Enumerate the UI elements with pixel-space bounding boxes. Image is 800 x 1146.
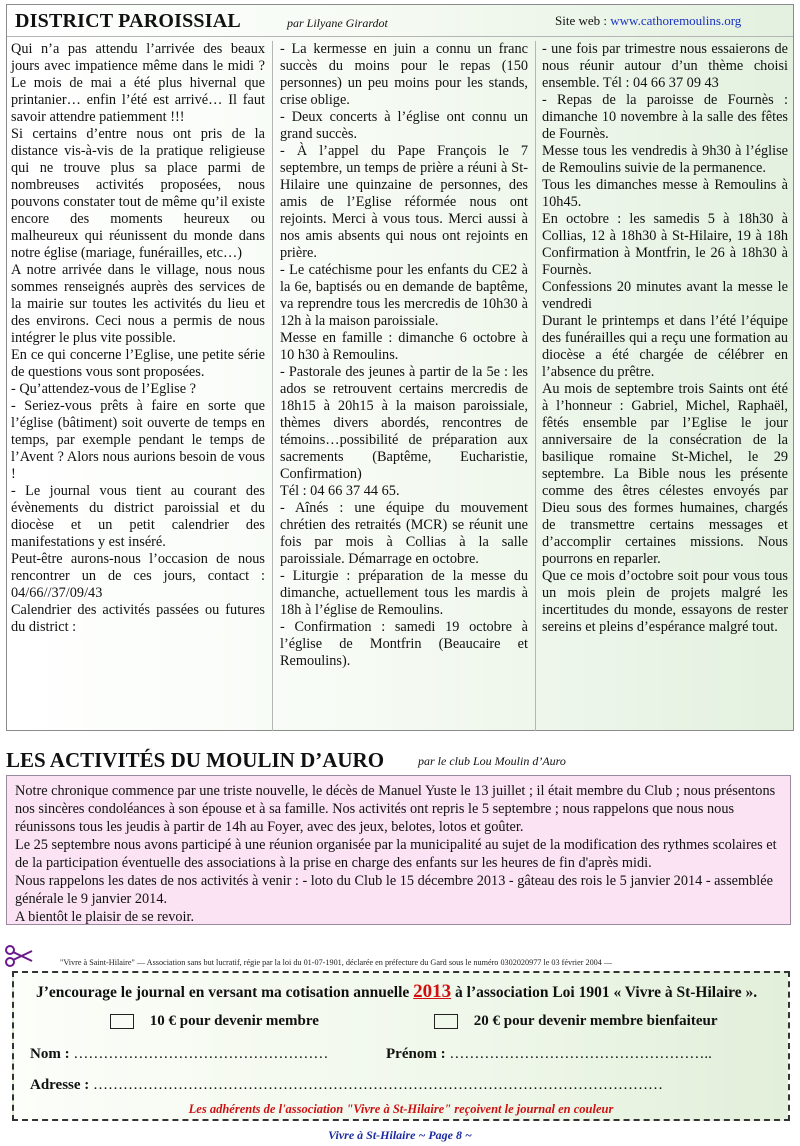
paragraph: Notre chronique commence par une triste nouvelle, le décès de Manuel Yuste le 13 juillet ; il était membre du Club ; nous présentons nos sincères condoléances à son épouse et à sa famille. Nos activités ont repris le 5 septembre ; nous rappelons que nous nous réunissons tous les jeudis à partir de 14h au Foyer, avec des jeux, belotes, lotos et goûter. [15,783,776,835]
paragraph: En octobre : les samedis 5 à 18h30 à Collias, 12 à 18h30 à St-Hilaire, 19 à 18h Confirmation à Montfrin, le 26 à 18h30 à Fournès. [542,211,788,278]
option-member [110,1013,319,1030]
website-link[interactable]: www.cathoremoulins.org [610,13,742,28]
option-member-label: 10 € pour devenir membre [149,1013,319,1029]
district-paroissial-section [6,4,794,731]
website-label: Site web : [555,13,607,28]
paragraph: Qui n’a pas attendu l’arrivée des beaux jours avec impatience même dans le midi ? Le mois de mai a été plus hivernal que printanier… enfin l’été est arrivé… Il faut savoir attendre patiemment !!! [11,41,265,125]
member-checkbox[interactable] [110,1014,134,1029]
adresse-dotted-line[interactable]: …………………………………………………………………………………………………… [93,1077,664,1093]
nom-field[interactable] [30,1046,328,1063]
paragraph: - Deux concerts à l’église ont connu un grand succès. [280,109,528,142]
column-divider [535,41,536,731]
paragraph: - Confirmation : samedi 19 octobre à l’église de Montfrin (Beaucaire et Remoulins). [280,619,528,669]
paragraph: - Qu’attendez-vous de l’Eglise ? [11,381,196,397]
paragraph: A bientôt le plaisir de se revoir. [15,909,195,925]
column-2 [280,41,528,670]
benefactor-checkbox[interactable] [434,1014,458,1029]
paragraph: Confessions 20 minutes avant la messe le vendredi [542,279,788,312]
column-3 [542,41,788,636]
paragraph: - une fois par trimestre nous essaierons de nous réunir autour d’un thème choisi ensemble. Tél : 04 66 37 09 43 [542,41,788,91]
paragraph: Messe tous les vendredis à 9h30 à l’église de Remoulins suivie de la permanence. [542,143,788,176]
paragraph: Peut-être aurons-nous l’occasion de nous rencontrer un de ces jours, contact : 04/66//37/09/43 [11,551,265,601]
option-benefactor-label: 20 € pour devenir membre bienfaiteur [473,1013,718,1029]
paragraph: - À l’appel du Pape François le 7 septembre, un temps de prière a réuni à St-Hilaire une quinzaine de personnes, des amis de l’Eglise réformée nous ont rejoints. Merci à vous tous. Merci aussi à nos amis absents qui nous ont rejoints en prière. [280,143,528,261]
paragraph: Nous rappelons les dates de nos activités à venir : - loto du Club le 15 décembre 2013 - gâteau des rois le 5 janvier 2014 - assemblée générale le 9 janvier 2014. [15,873,773,907]
adresse-field[interactable] [30,1077,663,1094]
column-1 [11,41,265,636]
paragraph: Messe en famille : dimanche 6 octobre à 10 h30 à Remoulins. [280,330,528,363]
paragraph: - Pastorale des jeunes à partir de la 5e : les ados se retrouvent certains mercredis de 18h15 à 20h15 à la maison paroissiale, thèmes divers abordés, rencontres de témoins…possibilité de préparation aux sacrements (Baptême, Eucharistie, Confirmation) [280,364,528,482]
paragraph: - Le journal vous tient au courant des évènements du district paroissial et du diocèse et un petit calendrier des manifestations y est inséré. [11,483,265,550]
paragraph: A notre arrivée dans le village, nous nous sommes renseignés auprès des services de la mairie sur toutes les activités du lieu et des environs. Ceci nous a permis de nous intégrer le plus vite possible. [11,262,265,346]
page-footer: Vivre à St-Hilaire ~ Page 8 ~ [328,1128,472,1142]
paragraph: - Aînés : une équipe du mouvement chrétien des retraités (MCR) se réunit une fois par mois à Collias à la salle paroissiale. Démarrage en octobre. [280,500,528,567]
paragraph: Que ce mois d’octobre soit pour vous tous un mois plein de projets malgré les incertitudes du monde, essayons de rester sereins et pleins d’espérance malgré tout. [542,568,788,635]
column-divider [272,41,273,731]
intro-text: J’encourage le journal en versant ma cotisation annuelle [36,984,410,1001]
paragraph: Au mois de septembre trois Saints ont été à l’honneur : Gabriel, Michel, Raphaël, fêtés ensemble par l’Eglise le jour anniversaire de la consécration de la basilique romaine St-Michel, le 29 septembre. La Bible nous les présente comme des êtres célestes envoyés par Dieu sous des formes humaines, chargés de transmettre certains messages et d’accomplir certaines missions. Nous pourrons en reparler. [542,381,788,567]
adresse-label: Adresse : [30,1077,90,1093]
moulin-auro-box [6,775,791,925]
intro-text-end: à l’association Loi 1901 « Vivre à St-Hilaire ». [455,984,758,1001]
section-title: DISTRICT PAROISSIAL [15,10,241,32]
prenom-label: Prénom : [386,1046,446,1062]
paragraph: Le 25 septembre nous avons participé à une réunion organisée par la municipalité au sujet de la modification des rythmes scolaires et de la participation éventuelle des associations à la prise en charge des enfants sur les heures de fin d'après midi. [15,837,777,871]
header-divider [7,36,793,37]
moulin-auro-byline: par le club Lou Moulin d’Auro [418,754,566,768]
moulin-auro-title: LES ACTIVITÉS DU MOULIN D’AURO [6,748,385,772]
scissors-icon [4,943,34,974]
membership-coupon [12,971,790,1121]
website [555,13,741,29]
paragraph: Si certains d’entre nous ont pris de la distance vis-à-vis de la pratique religieuse qui ne trouve plus sa place parmi de nombreuses activités proposées, nous pouvons constater tout de même qu’il existe encore des moments heureux ou malheureux qui réunissent du monde dans notre église (mariage, funérailles, etc…) [11,126,265,261]
association-legal-notice: "Vivre à Saint-Hilaire" — Association sans but lucratif, régie par la loi du 01-07-1901, déclarée en préfecture du Gard sous le numéro 0302020977 le 03 février 2004 — [60,958,613,967]
option-benefactor [434,1013,718,1030]
paragraph: - La kermesse en juin a connu un franc succès du moins pour le repas (150 personnes) un peu moins pour les stands, crise oblige. [280,41,528,108]
paragraph: Tél : 04 66 37 44 65. [280,483,400,499]
paragraph: - Liturgie : préparation de la messe du dimanche, actuellement tous les mardis à 18h à l’église de Remoulins. [280,568,528,618]
paragraph: - Seriez-vous prêts à faire en sorte que l’église (bâtiment) soit ouverte de temps en temps, par exemple pendant le temps de l’Avent ? Alors nous aurions besoin de vous ! [11,398,265,482]
paragraph: Durant le printemps et dans l’été l’équipe des funérailles qui a reçu une formation au diocèse a été chargée de célébrer en l’absence du prêtre. [542,313,788,380]
byline: par Lilyane Girardot [287,16,388,30]
nom-dotted-line[interactable]: …………………………………………… [73,1046,329,1062]
paragraph: - Le catéchisme pour les enfants du CE2 à la 6e, baptisés ou en demande de baptême, va reprendre tous les mercredis de 10h30 à 12h à la maison paroissiale. [280,262,528,329]
year-highlight: 2013 [413,981,452,1002]
nom-label: Nom : [30,1046,70,1062]
prenom-dotted-line[interactable]: …………………………………………….. [449,1046,712,1062]
coupon-intro [36,981,757,1003]
prenom-field[interactable] [386,1046,712,1063]
paragraph: Tous les dimanches messe à Remoulins à 10h45. [542,177,788,210]
paragraph: - Repas de la paroisse de Fournès : dimanche 10 novembre à la salle des fêtes de Fournès. [542,92,788,142]
coupon-note: Les adhérents de l'association "Vivre à St-Hilaire" reçoivent le journal en couleur [188,1102,614,1116]
paragraph: Calendrier des activités passées ou futures du district : [11,602,265,635]
paragraph: En ce qui concerne l’Eglise, une petite série de questions vous sont proposées. [11,347,265,380]
